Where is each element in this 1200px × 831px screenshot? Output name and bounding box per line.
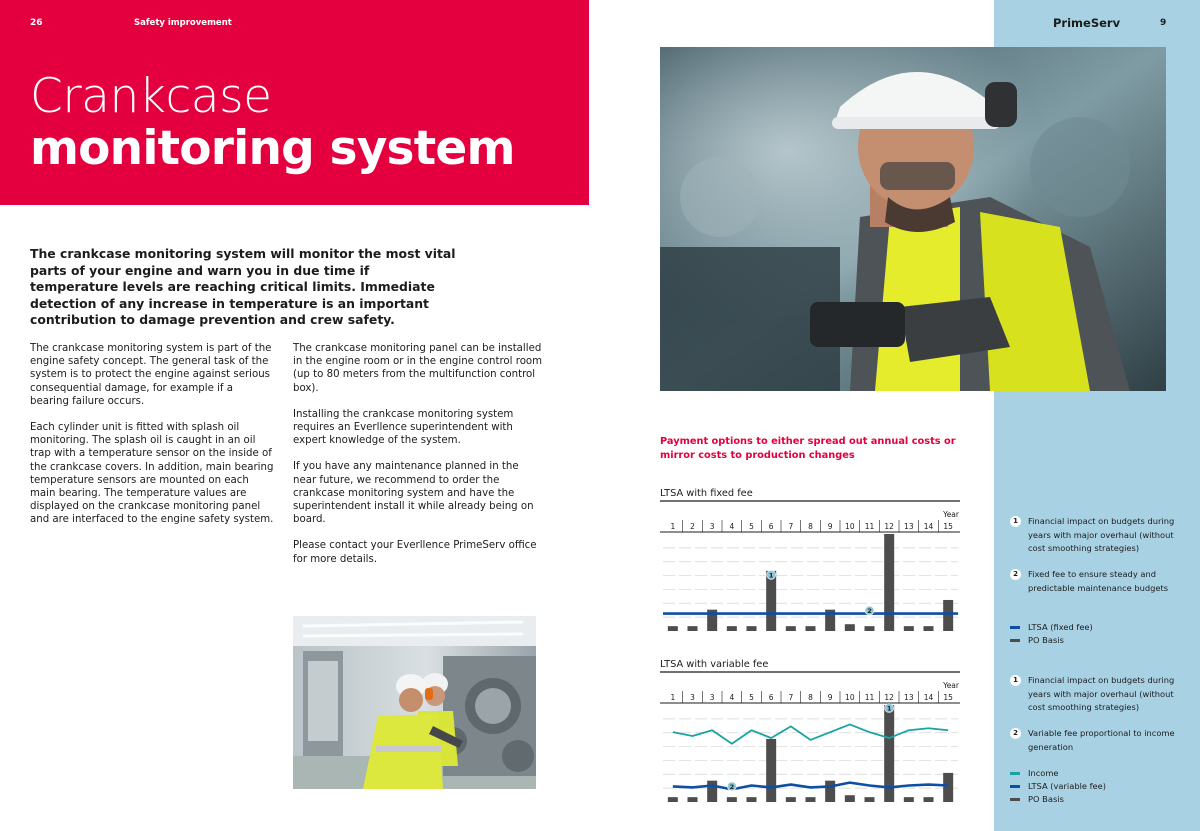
- legend-note-1: [1010, 674, 1185, 729]
- page-title-line2: monitoring system: [30, 121, 515, 176]
- x-tick-label: 1: [670, 693, 676, 702]
- x-tick-label: 3: [709, 522, 715, 531]
- bar: [786, 797, 796, 802]
- chart-variable-fee: [655, 669, 965, 809]
- bar: [865, 626, 875, 631]
- bar: [747, 626, 757, 631]
- brand-name: PrimeServ: [1053, 16, 1121, 30]
- marker-badge: 1: [1010, 675, 1021, 686]
- marker-badge: [767, 570, 776, 579]
- section-label: Safety improvement: [134, 18, 232, 28]
- bar: [904, 797, 914, 802]
- marker-label: 2: [867, 607, 872, 616]
- payment-heading: Payment options to either spread out annual costs or mirror costs to production changes: [660, 436, 956, 461]
- engine-room-photo: [293, 616, 536, 789]
- bar: [865, 797, 875, 802]
- x-tick-label: 11: [864, 693, 875, 702]
- x-tick-label: 5: [749, 522, 754, 531]
- technician-photo: [660, 47, 1166, 391]
- legend-note-text: Variable fee proportional to income generation: [1028, 728, 1175, 752]
- legend-key-income: [1010, 767, 1180, 780]
- body-paragraph: Each cylinder unit is fitted with splash oil monitoring. The splash oil is caught in an oil trap with a temperature sensor on the inside of the crankcase covers. In addition, main bearing temperature sensors are mounted on each main bearing. The temperature values are displayed on the crankcase monitoring panel and are interfaced to the engine safety system.: [30, 422, 274, 526]
- marker-badge: 1: [1010, 516, 1021, 527]
- legend-key-label: Income: [1028, 768, 1059, 778]
- x-tick-label: 4: [729, 693, 735, 702]
- marker-badge: [727, 782, 736, 791]
- legend-key-label: PO Basis: [1028, 635, 1064, 645]
- bar: [845, 795, 855, 802]
- chart-fixed-title: LTSA with fixed fee: [660, 488, 753, 499]
- body-paragraph: The crankcase monitoring panel can be installed in the engine room or in the engine control room (up to 80 meters from the multifunction control box).: [293, 343, 543, 394]
- x-tick-label: 9: [827, 522, 833, 531]
- legend-swatch: [1010, 798, 1020, 801]
- bar: [668, 626, 678, 631]
- body-paragraph: The crankcase monitoring system is part of the engine safety concept. The general task of the system is to protect the engine against serious consequential damage, for example if a bearing failure occurs.: [30, 343, 272, 407]
- bar: [766, 739, 776, 802]
- x-tick-label: 1: [670, 522, 676, 531]
- x-tick-label: 3: [690, 693, 695, 702]
- legend-key-label: PO Basis: [1028, 794, 1064, 804]
- marker-badge: 2: [1010, 569, 1021, 580]
- body-column-1: [30, 342, 275, 540]
- page-title-line1: Crankcase: [30, 69, 272, 124]
- x-tick-label: 3: [709, 693, 715, 702]
- x-tick-label: 7: [788, 693, 794, 702]
- x-tick-label: 11: [864, 522, 875, 531]
- x-tick-label: 6: [768, 693, 774, 702]
- marker-badge: [885, 704, 894, 713]
- x-tick-label: 9: [827, 693, 833, 702]
- x-tick-label: 15: [943, 522, 953, 531]
- body-column-2: [293, 342, 543, 579]
- marker-badge: [865, 606, 874, 615]
- bar: [727, 797, 737, 802]
- x-axis-title: Year: [943, 510, 959, 519]
- legend-note-1: [1010, 515, 1185, 570]
- x-axis-title: Year: [943, 681, 959, 690]
- x-tick-label: 5: [749, 693, 754, 702]
- x-tick-label: 10: [845, 693, 855, 702]
- body-paragraph: Please contact your Everllence PrimeServ office for more details.: [293, 540, 537, 565]
- bar: [924, 626, 934, 631]
- x-tick-label: 15: [943, 693, 953, 702]
- x-tick-label: 13: [904, 693, 914, 702]
- marker-label: 2: [729, 782, 735, 791]
- legend-key-label: LTSA (variable fee): [1028, 781, 1106, 791]
- marker-badge: 2: [1010, 728, 1021, 739]
- bar: [707, 781, 717, 802]
- page-number-right: 9: [1160, 18, 1167, 28]
- x-tick-label: 12: [884, 693, 894, 702]
- legend-key-po-basis: [1010, 793, 1180, 806]
- x-tick-label: 8: [808, 522, 813, 531]
- series-line: [673, 724, 948, 743]
- chart-variable-title: LTSA with variable fee: [660, 659, 769, 670]
- bar: [943, 600, 953, 631]
- bar: [688, 626, 698, 631]
- x-tick-label: 4: [729, 522, 735, 531]
- legend-swatch: [1010, 785, 1020, 788]
- body-paragraph: If you have any maintenance planned in the near future, we recommend to order the crankcase monitoring system and have the superintendent install it while already being on board.: [293, 461, 534, 526]
- legend-key-ltsa-variable: [1010, 780, 1180, 793]
- body-paragraph: Installing the crankcase monitoring system requires an Everllence superintendent with expert knowledge of the system.: [293, 408, 514, 447]
- x-tick-label: 7: [788, 522, 794, 531]
- legend-note-text: Financial impact on budgets during years with major overhaul (without cost smoothing strategies): [1028, 516, 1175, 553]
- legend-note-text: Fixed fee to ensure steady and predictable maintenance budgets: [1028, 569, 1169, 593]
- x-tick-label: 14: [923, 693, 934, 702]
- x-tick-label: 10: [845, 522, 855, 531]
- intro-paragraph: The crankcase monitoring system will monitor the most vital parts of your engine and warn you in due time if temperature levels are reaching critical limits. Immediate detection of any increase in temperature is an important contribution to damage prevention and crew safety.: [30, 246, 456, 327]
- legend-swatch: [1010, 626, 1020, 629]
- bar: [943, 773, 953, 802]
- x-tick-label: 6: [768, 522, 774, 531]
- bar: [806, 797, 816, 802]
- bar: [727, 626, 737, 631]
- marker-label: 1: [768, 571, 774, 580]
- page-number-left: 26: [30, 18, 43, 28]
- bar: [747, 797, 757, 802]
- technician-illustration: [660, 47, 1166, 391]
- bar: [766, 571, 776, 631]
- legend-note-text: Financial impact on budgets during years with major overhaul (without cost smoothing strategies): [1028, 675, 1175, 712]
- legend-key-po-basis: [1010, 634, 1180, 647]
- legend-key-label: LTSA (fixed fee): [1028, 622, 1093, 632]
- legend-note-2: [1010, 568, 1185, 610]
- bar: [806, 626, 816, 631]
- x-tick-label: 14: [923, 522, 934, 531]
- x-tick-label: 12: [884, 522, 894, 531]
- marker-label: 1: [886, 704, 892, 713]
- bar: [786, 626, 796, 631]
- legend-key-ltsa-fixed: [1010, 621, 1180, 634]
- bar: [884, 534, 894, 631]
- title-banner: [0, 0, 589, 205]
- bar: [845, 624, 855, 631]
- legend-swatch: [1010, 639, 1020, 642]
- bar: [904, 626, 914, 631]
- x-tick-label: 8: [808, 693, 813, 702]
- x-tick-label: 13: [904, 522, 914, 531]
- bar: [825, 781, 835, 802]
- engine-room-illustration: [293, 616, 536, 789]
- legend-swatch: [1010, 772, 1020, 775]
- bar: [668, 797, 678, 802]
- bar: [924, 797, 934, 802]
- bar: [688, 797, 698, 802]
- x-tick-label: 2: [690, 522, 695, 531]
- legend-note-2: [1010, 727, 1185, 757]
- chart-fixed-fee: [655, 498, 965, 638]
